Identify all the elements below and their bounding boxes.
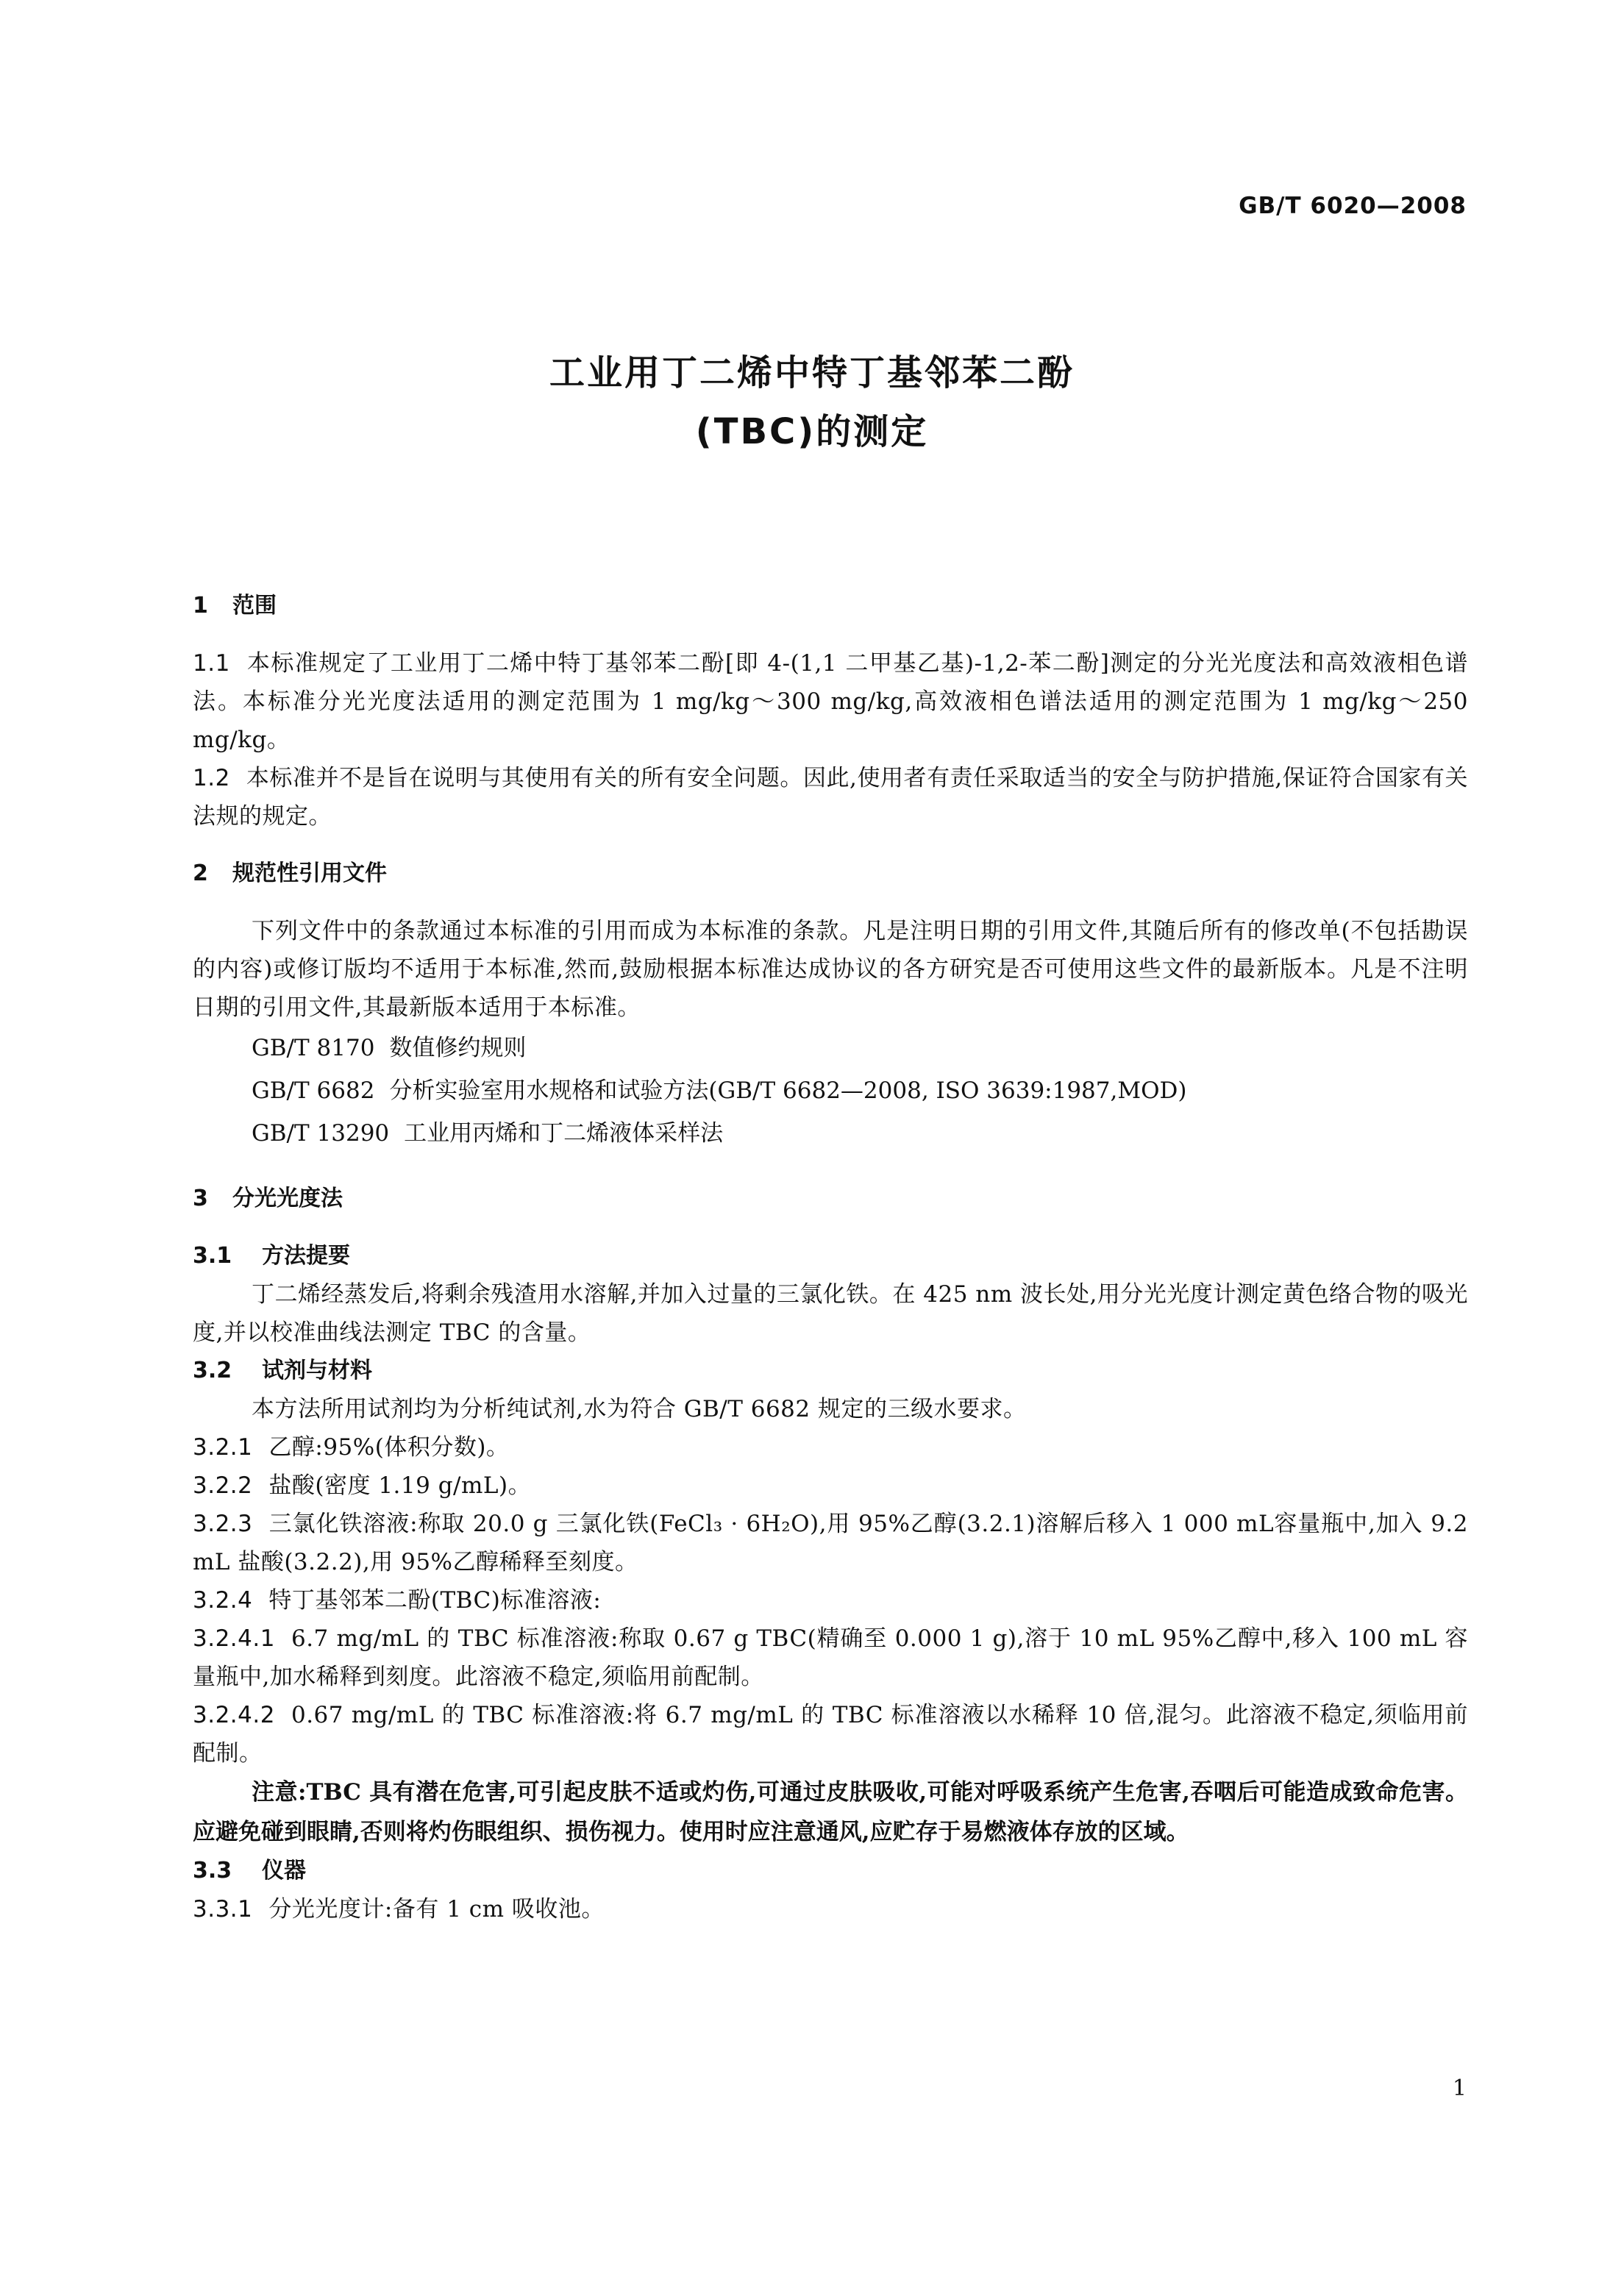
clause-number: 3.2.4 — [193, 1587, 253, 1614]
page-number: 1 — [1452, 2076, 1467, 2101]
clause-text: 特丁基邻苯二酚(TBC)标准溶液: — [268, 1587, 602, 1614]
subsection-number: 3.3 — [193, 1858, 232, 1884]
clause-text: 0.67 mg/mL 的 TBC 标准溶液:将 6.7 mg/mL 的 TBC 标准溶液以水稀释 10 倍,混匀。此溶液不稳定,须临用前配制。 — [193, 1702, 1468, 1767]
clause-text: 6.7 mg/mL 的 TBC 标准溶液:称取 0.67 g TBC(精确至 0.000 1 g),溶于 10 mL 95%乙醇中,移入 100 mL 容量瓶中,加水稀释到刻度。此溶液不稳定,须临用前配制。 — [193, 1625, 1468, 1690]
clause-1-1 — [193, 644, 1468, 759]
clause-number: 3.2.2 — [193, 1472, 253, 1499]
section-number: 3 — [193, 1186, 208, 1211]
reference-title: 数值修约规则 — [389, 1035, 527, 1061]
clause-text: 本标准规定了工业用丁二烯中特丁基邻苯二酚[即 4-(1,1 二甲基乙基)-1,2-苯二酚]测定的分光光度法和高效液相色谱法。本标准分光光度法适用的测定范围为 1 mg/kg～300 mg/kg,高效液相色谱法适用的测定范围为 1 mg/kg～250 mg/kg。 — [193, 650, 1468, 753]
subsection-3-2-intro: 本方法所用试剂均为分析纯试剂,水为符合 GB/T 6682 规定的三级水要求。 — [252, 1396, 1027, 1422]
section-title: 范围 — [232, 593, 277, 619]
clause-text: 三氯化铁溶液:称取 20.0 g 三氯化铁(FeCl₃ · 6H₂O),用 95%乙醇(3.2.1)溶解后移入 1 000 mL容量瓶中,加入 9.2 mL 盐酸(3.2.2),用 95%乙醇稀释至刻度。 — [193, 1511, 1468, 1575]
clause-3-2-4-2 — [193, 1696, 1468, 1772]
reference-code: GB/T 6682 — [252, 1077, 375, 1104]
clause-1-2 — [193, 759, 1468, 835]
clause-3-2-1 — [193, 1428, 1468, 1467]
clause-number: 3.2.3 — [193, 1511, 253, 1537]
clause-number: 1.2 — [193, 765, 230, 791]
section-3-heading — [193, 1180, 1468, 1218]
subsection-3-3-heading — [193, 1852, 1468, 1890]
section-2-heading — [193, 855, 1468, 893]
clause-3-2-4 — [193, 1581, 1468, 1620]
clause-3-3-1 — [193, 1890, 1468, 1928]
reference-code: GB/T 13290 — [252, 1120, 390, 1147]
reference-item — [193, 1027, 1468, 1069]
safety-warning-note: 注意:TBC 具有潜在危害,可引起皮肤不适或灼伤,可通过皮肤吸收,可能对呼吸系统产生危害,吞咽后可能造成致命危害。应避免碰到眼睛,否则将灼伤眼组织、损伤视力。使用时应注意通风,应贮存于易燃液体存放的区域。 — [193, 1779, 1468, 1845]
clause-3-2-3 — [193, 1505, 1468, 1581]
subsection-title: 试剂与材料 — [262, 1358, 372, 1383]
document-body — [193, 587, 1468, 1928]
clause-3-2-2 — [193, 1467, 1468, 1505]
clause-text: 本标准并不是旨在说明与其使用有关的所有安全问题。因此,使用者有责任采取适当的安全与防护措施,保证符合国家有关法规的规定。 — [193, 765, 1468, 830]
subsection-3-2-heading — [193, 1352, 1468, 1390]
section-title: 规范性引用文件 — [232, 861, 387, 886]
subsection-number: 3.2 — [193, 1358, 232, 1383]
standard-code: GB/T 6020—2008 — [1239, 193, 1467, 219]
clause-number: 3.2.1 — [193, 1434, 253, 1461]
clause-number: 1.1 — [193, 650, 230, 677]
document-title-line-1: 工业用丁二烯中特丁基邻苯二酚 — [549, 352, 1075, 393]
subsection-3-1-text: 丁二烯经蒸发后,将剩余残渣用水溶解,并加入过量的三氯化铁。在 425 nm 波长处,用分光光度计测定黄色络合物的吸光度,并以校准曲线法测定 TBC 的含量。 — [193, 1281, 1468, 1346]
clause-text: 乙醇:95%(体积分数)。 — [268, 1434, 510, 1461]
subsection-title: 仪器 — [262, 1858, 306, 1884]
subsection-number: 3.1 — [193, 1243, 232, 1269]
clause-text: 盐酸(密度 1.19 g/mL)。 — [268, 1472, 532, 1499]
subsection-3-1-heading — [193, 1237, 1468, 1275]
reference-title: 分析实验室用水规格和试验方法(GB/T 6682—2008, ISO 3639:1987,MOD) — [389, 1077, 1187, 1104]
section-title: 分光光度法 — [232, 1186, 343, 1211]
clause-number: 3.2.4.2 — [193, 1702, 275, 1728]
section-1-heading — [193, 587, 1468, 625]
section-2-intro: 下列文件中的条款通过本标准的引用而成为本标准的条款。凡是注明日期的引用文件,其随后所有的修改单(不包括勘误的内容)或修订版均不适用于本标准,然而,鼓励根据本标准达成协议的各方研究是否可使用这些文件的最新版本。凡是不注明日期的引用文件,其最新版本适用于本标准。 — [193, 918, 1468, 1021]
reference-title: 工业用丙烯和丁二烯液体采样法 — [404, 1120, 724, 1147]
reference-item — [193, 1069, 1468, 1112]
clause-number: 3.2.4.1 — [193, 1625, 275, 1652]
section-number: 1 — [193, 593, 208, 619]
reference-item — [193, 1112, 1468, 1155]
section-number: 2 — [193, 861, 208, 886]
document-title-line-2: (TBC)的测定 — [695, 411, 929, 452]
clause-number: 3.3.1 — [193, 1896, 253, 1923]
clause-3-2-4-1 — [193, 1620, 1468, 1696]
clause-text: 分光光度计:备有 1 cm 吸收池。 — [268, 1896, 605, 1923]
reference-code: GB/T 8170 — [252, 1035, 375, 1061]
subsection-title: 方法提要 — [262, 1243, 350, 1269]
